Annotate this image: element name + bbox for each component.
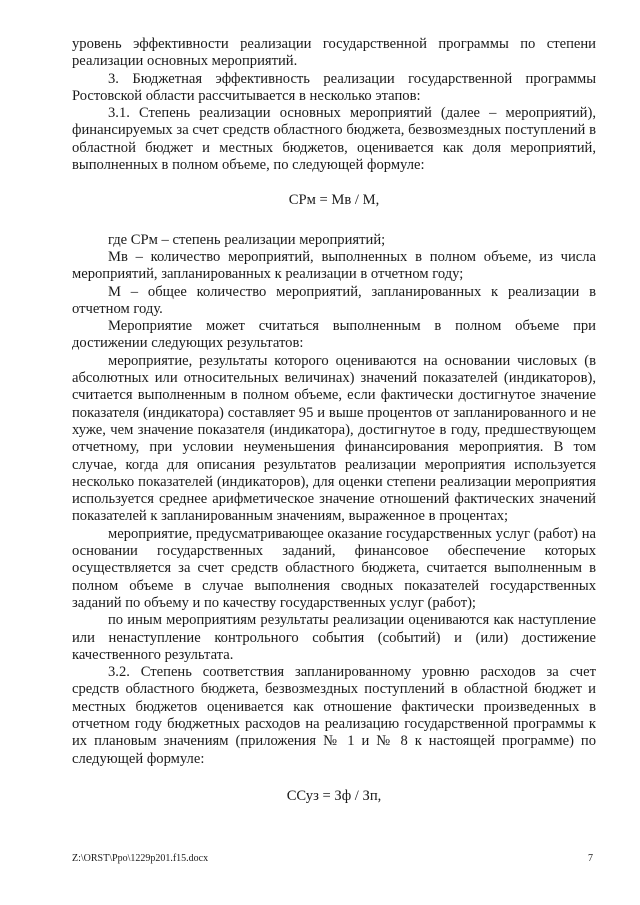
paragraph-3-2: 3.2. Степень соответствия запланированному уровню расходов за счет средств областного бюджета, безвозмездных поступлений в областной бюджет и местных бюджетов оценивается как отношение фактически произведенных в отчетном году бюджетных расходов на реализацию государственной программы к их плановым значениям (приложения № 1 и № 8 к настоящей программе) по следующей формуле: [72, 664, 596, 767]
paragraph-continuation: уровень эффективности реализации государственной программы по степени реализации основных мероприятий. [72, 36, 596, 70]
formula-ssuz: ССуз = Зф / Зп, [286, 787, 382, 804]
footer-file-path: Z:\ORST\Ppo\1229p201.f15.docx [72, 853, 209, 864]
paragraph-other-measures: по иным мероприятиям результаты реализации оцениваются как наступление или ненаступление контрольного события (событий) и (или) достижение качественного результата. [72, 612, 596, 663]
paragraph-numeric-results: мероприятие, результаты которого оцениваются на основании числовых (в абсолютных или относительных величинах) значений показателей (индикаторов), считается выполненным в полном объеме, если фактически достигнутое значение показателя (индикатора) составляет 95 и выше процентов от запланированного и не хуже, чем значение показателя (индикатора), достигнутое в году, предшествующем отчетному, при условии неуменьшения финансирования мероприятия. В том случае, когда для описания результатов реализации мероприятия используется несколько показателей (индикаторов), для оценки степени реализации мероприятия используется среднее арифметическое значение отношений фактических значений показателей к запланированным значениям, выраженное в процентах; [72, 352, 596, 525]
paragraph-where-srm: где СРм – степень реализации мероприятий; [108, 231, 386, 248]
paragraph-completion-criteria: Мероприятие может считаться выполненным в полном объеме при достижении следующих результатов: [72, 318, 596, 352]
paragraph-m-definition: М – общее количество мероприятий, запланированных к реализации в отчетном году. [72, 283, 596, 317]
document-body [72, 36, 596, 827]
paragraph-state-services: мероприятие, предусматривающее оказание государственных услуг (работ) на основании государственных заданий, финансовое обеспечение которых осуществляется за счет средств областного бюджета, считается выполненным в полном объеме в случае выполнения сводных показателей государственных заданий по объему и по качеству государственных услуг (работ); [72, 525, 596, 611]
paragraph-3-1: 3.1. Степень реализации основных мероприятий (далее – мероприятий), финансируемых за счет средств областного бюджета, безвозмездных поступлений в областной бюджет и местных бюджетов, оценивается как доля мероприятий, выполненных в полном объеме, по следующей формуле: [72, 105, 596, 174]
paragraph-mv-definition: Мв – количество мероприятий, выполненных в полном объеме, из числа мероприятий, запланированных к реализации в отчетном году; [72, 248, 596, 283]
formula-srm: СРм = Мв / М, [288, 192, 380, 209]
paragraph-budget-efficiency: 3. Бюджетная эффективность реализации государственной программы Ростовской области рассчитывается в несколько этапов: [72, 70, 596, 104]
footer-page-number: 7 [588, 853, 593, 864]
